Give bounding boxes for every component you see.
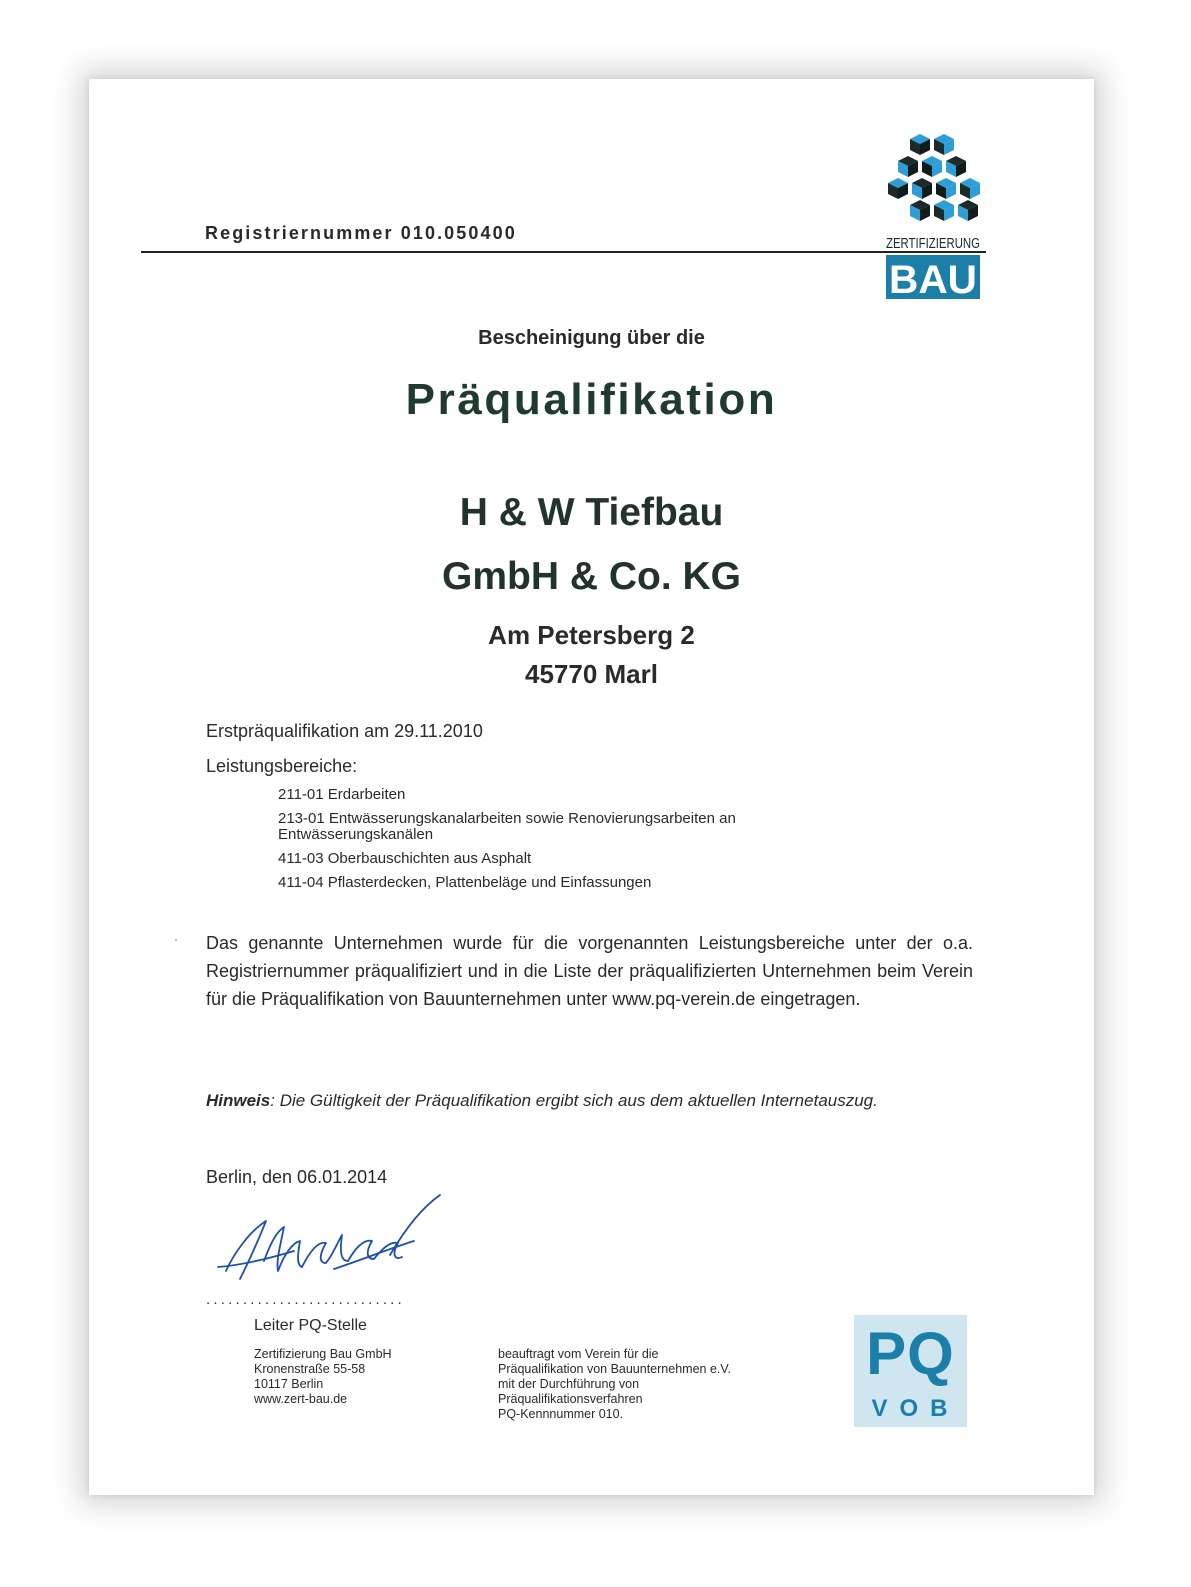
signatory-role: Leiter PQ-Stelle: [254, 1317, 367, 1334]
pq-vob-logo: [854, 1315, 967, 1427]
address-street: Am Petersberg 2: [488, 620, 695, 650]
certificate-subtitle: Bescheinigung über die: [478, 327, 705, 349]
notice-text: : Die Gültigkeit der Präqualifikation ergibt sich aus dem aktuellen Internetauszug.: [270, 1091, 878, 1110]
service-areas-label: Leistungsbereiche:: [206, 756, 358, 776]
list-item: 411-03 Oberbauschichten aus Asphalt: [278, 850, 532, 867]
zertifizierung-bau-logo: [884, 131, 982, 301]
company-name-line2: GmbH & Co. KG: [442, 555, 741, 598]
certificate-page: [89, 79, 1094, 1495]
registration-statement: Das genannte Unternehmen wurde für die vorgenannten Leistungsbereiche unter der o.a. Registriernummer präqualifiziert und in die Liste der präqualifizierten Unternehmen beim Verein für die Präqualifikation von Bauunternehmen unter www.pq-verein.de eingetragen.: [206, 933, 973, 1009]
issuer-line: Zertifizierung Bau GmbH: [254, 1347, 392, 1361]
mandate-line: beauftragt vom Verein für die: [498, 1347, 659, 1361]
certificate-title: Präqualifikation: [405, 375, 778, 424]
issuer-line: 10117 Berlin: [254, 1377, 324, 1391]
header-divider: [141, 251, 986, 253]
validity-notice: [206, 1091, 878, 1111]
cube-pattern-icon: [888, 134, 980, 221]
mandate-line: PQ-Kennnummer 010.: [498, 1407, 624, 1421]
mandate-line: Präqualifikationsverfahren: [498, 1392, 643, 1406]
issuer-line: Kronenstraße 55-58: [254, 1362, 366, 1376]
issuer-address: [254, 1347, 392, 1407]
first-qualification-date: Erstpräqualifikation am 29.11.2010: [206, 721, 483, 741]
mandate-note: [498, 1347, 731, 1422]
notice-label: Hinweis: [206, 1091, 271, 1110]
list-item: 411-04 Pflasterdecken, Plattenbeläge und Einfassungen: [278, 874, 652, 891]
issuer-line: www.zert-bau.de: [254, 1392, 348, 1406]
place-and-date: Berlin, den 06.01.2014: [206, 1167, 388, 1187]
company-name-line1: H & W Tiefbau: [459, 491, 724, 534]
logo-top-text: ZERTIFIZIERUNG: [886, 236, 980, 252]
logo-bottom-text: BAU: [889, 258, 977, 302]
pq-logo-text: PQ: [866, 1320, 955, 1387]
scan-speck: [175, 939, 177, 941]
mandate-line: Präqualifikation von Bauunternehmen e.V.: [498, 1362, 732, 1376]
vob-logo-text: VOB: [871, 1395, 960, 1422]
mandate-line: mit der Durchführung von: [498, 1377, 640, 1391]
handwritten-signature: [214, 1191, 454, 1291]
list-item: 211-01 Erdarbeiten: [278, 786, 406, 803]
address-city: 45770 Marl: [525, 659, 658, 689]
service-areas-list: [278, 787, 808, 899]
signature-line: ...........................: [206, 1291, 405, 1308]
registration-number: Registriernummer 010.050400: [205, 223, 517, 243]
list-item: 213-01 Entwässerungskanalarbeiten sowie Renovierungsarbeiten an Entwässerungskanälen: [278, 810, 736, 843]
